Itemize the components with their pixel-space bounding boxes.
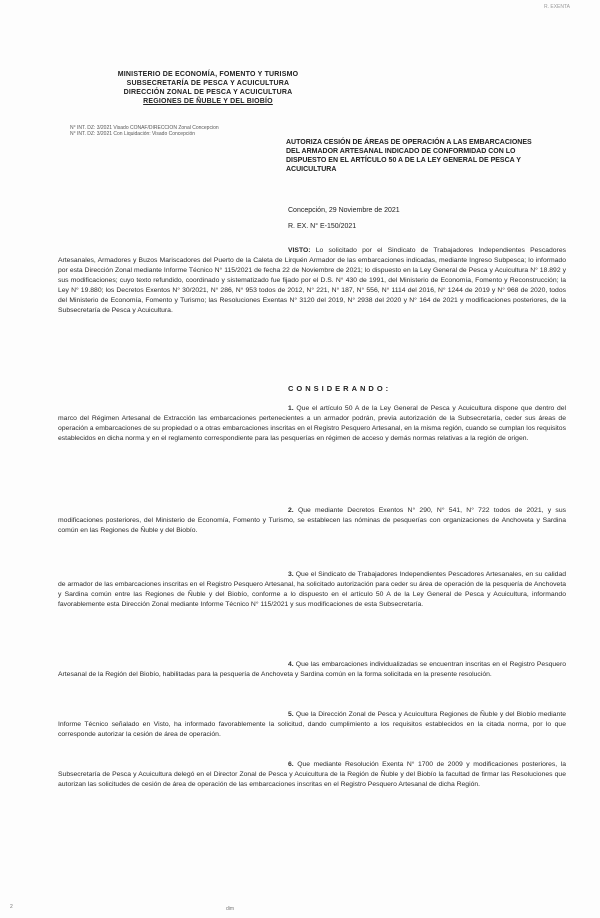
considerando-heading: CONSIDERANDO: [288,384,392,393]
internal-reference-line-1: N° INT. DZ: 3/2021 Visado CONAF/DIRECCION Zonal Concepcion [70,125,219,131]
letterhead [108,70,308,106]
resolution-number: R. EX. N° E-150/2021 [288,223,357,230]
letterhead-subsecretaria: SUBSECRETARÍA DE PESCA Y ACUICULTURA [126,80,290,87]
considerando-paragraph-4: 4. Que las embarcaciones individualizadas se encuentran inscritas en el Registro Pesquero Artesanal de la Región del Biobío, habilitadas para la pesquería de Anchoveta y Sardina común en la forma solicitada en la presente resolución. [58,661,566,678]
visto-paragraph [58,246,566,316]
footer-mark-left: 2 [10,904,13,910]
internal-reference [70,125,300,137]
visto-text: Lo solicitado por el Sindicato de Trabajadores Independientes Pescadores Artesanales, Armadores y Buzos Mariscadores del Puerto de la Caleta de Lirquén Armador de las embarcaciones indicadas, mediante Ingreso Subpesca; lo informado por esta Dirección Zonal mediante Informe Técnico N° 115/2021 de fecha 22 de Noviembre de 2021; lo dispuesto en la Ley General de Pesca y Acuicultura N° 18.892 y sus modificaciones; cuyo texto refundido, coordinado y sistematizado fue fijado por el D.S. N° 430 de 1991, del Ministerio de Economía, Fomento y Reconstrucción; la Ley N° 19.880; los Decretos Exentos N° 30/2021, N° 286, N° 953 todos de 2012, N° 221, N° 187, N° 556, N° 1114 del 2016, N° 1244 de 2019 y N° 968 de 2020, todos del Ministerio de Economía, Fomento y Turismo; las Resoluciones Exentas N° 3120 del 2019, N° 2938 del 2020 y N° 164 de 2021 y modificaciones posteriores, de la Subsecretaría de Pesca y Acuicultura. [58,247,566,314]
considerando-paragraph-5: 5. Que la Dirección Zonal de Pesca y Acuicultura Regiones de Ñuble y del Biobío mediante Informe Técnico señalado en Visto, ha informado favorablemente la solicitud, dando cumplimiento a los requisitos establecidos en la citada norma, por lo que corresponde autorizar la cesión de área de operación. [58,711,566,738]
visto-lead: VISTO: [288,247,311,254]
internal-reference-line-2: N° INT. DZ: 3/2021 Con Liquidación: Visado Concepción [70,131,196,137]
top-right-stamp: R. EXENTA [543,4,570,10]
letterhead-ministry: MINISTERIO DE ECONOMÍA, FOMENTO Y TURISMO [117,71,299,78]
considerando-paragraph-3: 3. Que el Sindicato de Trabajadores Independientes Pescadores Artesanales, en su calidad de armador de las embarcaciones inscritas en el Registro Pesquero Artesanal, ha solicitado autorización para ceder su área de operación de la pesquería de Anchoveta y Sardina común entre las Regiones de Ñuble y del Biobío, conforme a lo dispuesto en el artículo 50 A de la Ley General de Pesca y Acuicultura, informando favorablemente esta Dirección Zonal mediante Informe Técnico N° 115/2021 y sus modificaciones de esta Subsecretaría. [58,571,567,608]
resolution-subject: AUTORIZA CESIÓN DE ÁREAS DE OPERACIÓN A LAS EMBARCACIONES DEL ARMADOR ARTESANAL INDICADO DE CONFORMIDAD CON LO DISPUESTO EN EL ARTÍCULO 50 A DE LA LEY GENERAL DE PESCA Y ACUICULTURA [286,139,532,173]
footer-mark-center: dim [226,906,235,912]
letterhead-regiones: REGIONES DE ÑUBLE Y DEL BIOBÍO [143,98,273,105]
place-date: Concepción, 29 Noviembre de 2021 [288,207,400,214]
considerando-paragraph-2: 2. Que mediante Decretos Exentos N° 290, N° 541, N° 722 todos de 2021, y sus modificaciones posteriores, del Ministerio de Economía, Fomento y Turismo, se establecen las nóminas de pesquerías con organizaciones de Anchoveta y Sardina común en las Regiones de Ñuble y del Biobío. [58,507,566,534]
letterhead-direccion: DIRECCIÓN ZONAL DE PESCA Y ACUICULTURA [123,89,293,96]
considerando-paragraph-1: 1. Que el artículo 50 A de la Ley General de Pesca y Acuicultura dispone que dentro del marco del Régimen Artesanal de Extracción las embarcaciones pertenecientes a un armador podrán, previa autorización de la Subsecretaría, ceder sus áreas de operación a embarcaciones de su propiedad o a otras embarcaciones inscritas en el Registro Pesquero Artesanal, en la misma región, cuando se cumplan los requisitos establecidos en dicha norma y en el reglamento correspondiente para las pesquerías en régimen de acceso y demás normas relativas a la región de origen. [58,405,567,442]
considerando-paragraph-6: 6. Que mediante Resolución Exenta N° 1700 de 2009 y modificaciones posteriores, la Subsecretaría de Pesca y Acuicultura delegó en el Director Zonal de Pesca y Acuicultura de la Región de Ñuble y del Biobío la facultad de firmar las Resoluciones que autorizan las solicitudes de cesión de área de operación de las embarcaciones inscritas en el Registro Pesquero Artesanal de dicha Región. [58,761,566,788]
